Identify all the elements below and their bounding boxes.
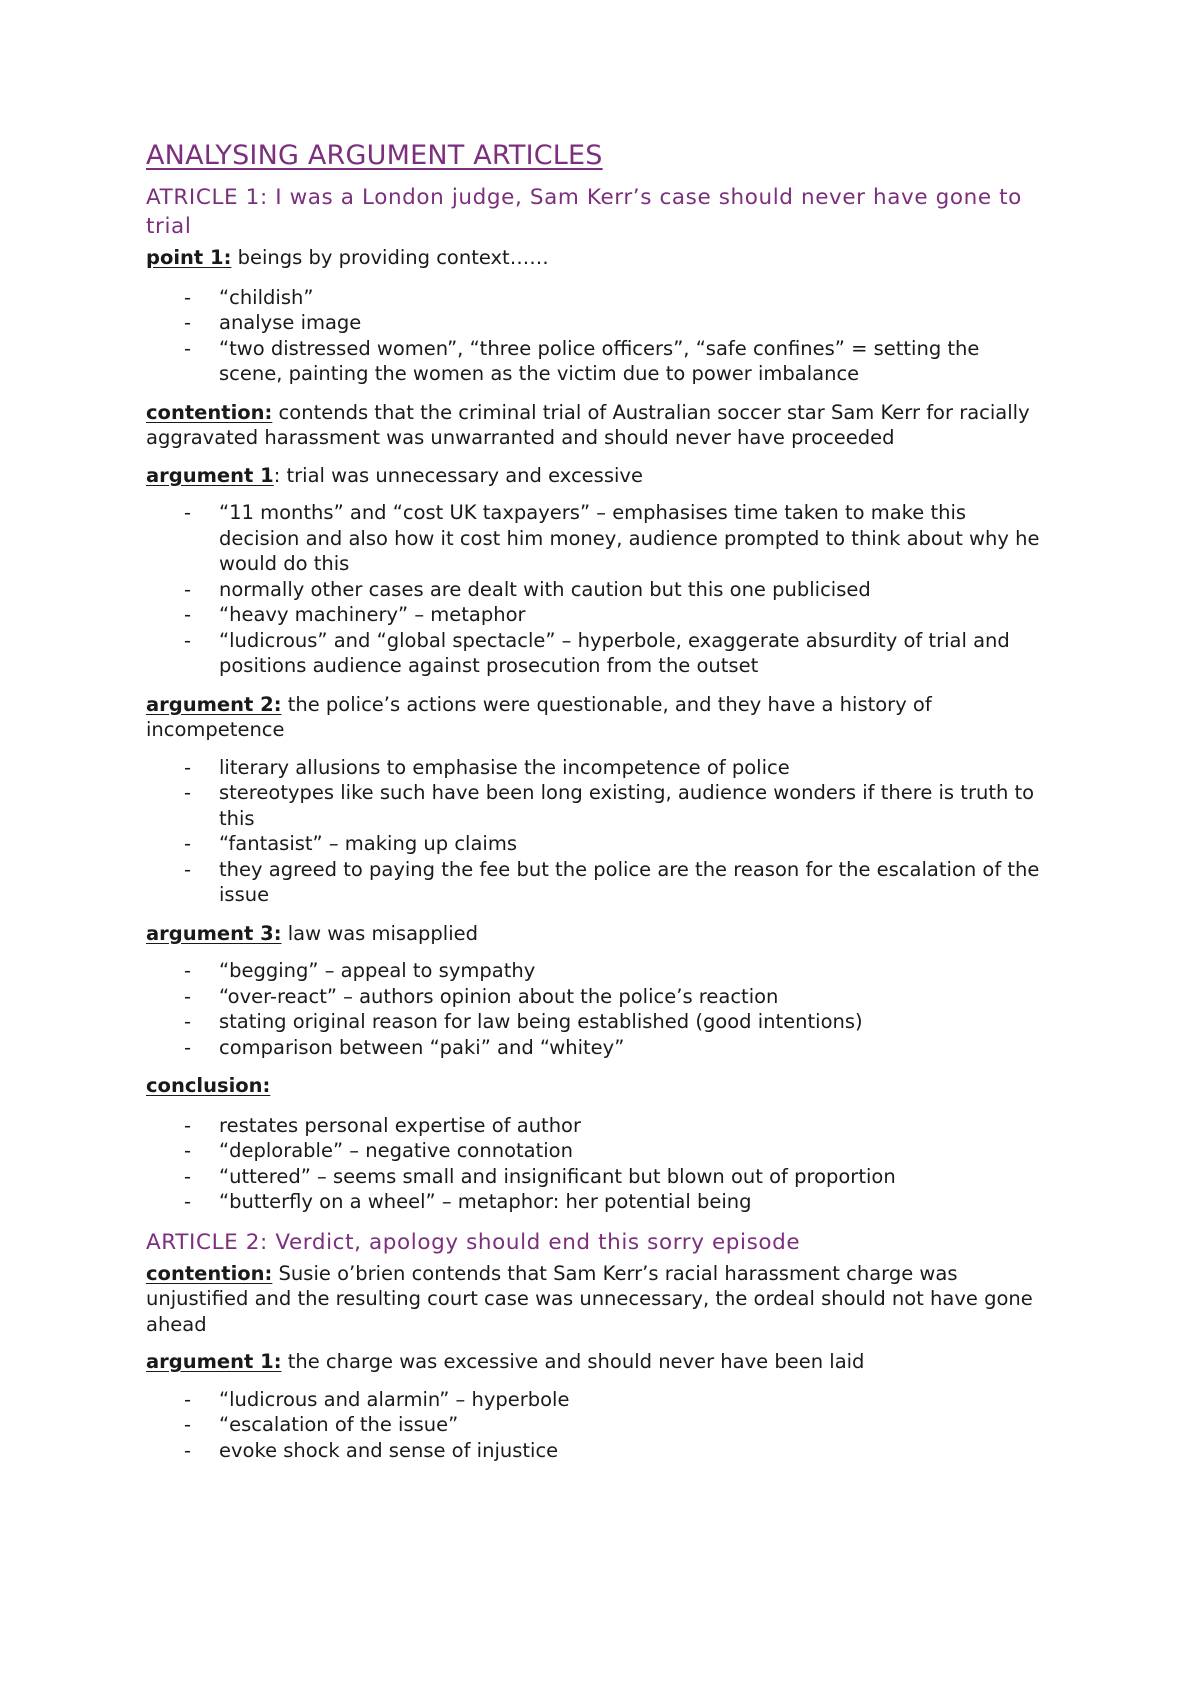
argument-2-label: argument 2: (146, 692, 282, 716)
point-1-label: point 1: (146, 246, 232, 269)
point-1-text: beings by providing context…… (231, 246, 549, 269)
list-item: - they agreed to paying the fee but the police are the reason for the escalation of the issue (184, 857, 1040, 906)
argument-3-label: argument 3: (146, 921, 282, 945)
argument-2-text: the police’s actions were questionable, and they have a history of incompetence (146, 692, 932, 741)
conclusion-bullet-list (146, 1113, 1040, 1215)
article-1-heading: ATRICLE 1: I was a London judge, Sam Kerr’s case should never have gone to trial (146, 185, 1022, 239)
list-item: - “over-react” – authors opinion about the police’s reaction (184, 984, 779, 1008)
point-1-paragraph (146, 245, 1040, 271)
argument-1-text: : trial was unnecessary and excessive (273, 463, 643, 487)
list-item: - “ludicrous and alarmin” – hyperbole (184, 1387, 570, 1411)
argument-1-label: argument 1 (146, 463, 274, 487)
argument-3-text: law was misapplied (281, 921, 478, 945)
list-item: - normally other cases are dealt with caution but this one publicised (184, 577, 871, 601)
article-2-heading: ARTICLE 2: Verdict, apology should end this sorry episode (146, 1229, 801, 1255)
list-item: - “begging” – appeal to sympathy (184, 959, 536, 982)
article-2-argument-1-bullet-list (146, 1387, 1040, 1464)
list-item: - “ludicrous” and “global spectacle” – hyperbole, exaggerate absurdity of trial and positions audience against prosecution from the outset (184, 628, 1010, 677)
article-2-argument-1-paragraph (146, 1349, 1040, 1375)
list-item: - “two distressed women”, “three police officers”, “safe confines” = setting the scene, painting the women as the victim due to power imbalance (184, 336, 980, 385)
document-title: ANALYSING ARGUMENT ARTICLES (146, 140, 603, 171)
list-item: - “fantasist” – making up claims (184, 832, 517, 855)
argument-2-paragraph (146, 692, 1040, 743)
argument-1-paragraph (146, 463, 1040, 489)
point-1-bullet-list (146, 285, 1040, 387)
argument-2-bullet-list (146, 755, 1040, 908)
list-item: - “butterfly on a wheel” – metaphor: her potential being (184, 1190, 752, 1213)
conclusion-label: conclusion: (146, 1074, 271, 1097)
list-item: - stating original reason for law being established (good intentions) (184, 1010, 863, 1033)
conclusion-paragraph (146, 1073, 1040, 1099)
contention-paragraph (146, 400, 1040, 451)
list-item: - “uttered” – seems small and insignificant but blown out of proportion (184, 1164, 896, 1188)
list-item: - “11 months” and “cost UK taxpayers” – emphasises time taken to make this decision and also how it cost him money, audience prompted to think about why he would do this (184, 501, 1040, 575)
article-2-argument-1-label: argument 1: (146, 1350, 282, 1373)
list-item: - stereotypes like such have been long existing, audience wonders if there is truth to this (184, 781, 1035, 830)
article-2-contention-paragraph (146, 1261, 1040, 1338)
list-item: - “escalation of the issue” (184, 1413, 459, 1436)
list-item: - restates personal expertise of author (184, 1113, 582, 1137)
article-2-contention-label: contention: (146, 1261, 273, 1285)
contention-label: contention: (146, 400, 273, 424)
argument-1-bullet-list (146, 500, 1040, 679)
list-item: - “heavy machinery” – metaphor (184, 603, 526, 626)
article-2-contention-text: Susie o’brien contends that Sam Kerr’s racial harassment charge was unjustified and the resulting court case was unnecessary, the ordeal should not have gone ahead (146, 1261, 1033, 1336)
argument-3-paragraph (146, 921, 1040, 947)
list-item: - evoke shock and sense of injustice (184, 1438, 559, 1462)
list-item: - “deplorable” – negative connotation (184, 1139, 573, 1162)
list-item: - literary allusions to emphasise the incompetence of police (184, 755, 790, 779)
list-item: - “childish” (184, 285, 314, 309)
list-item: - comparison between “paki” and “whitey” (184, 1035, 625, 1059)
article-2-argument-1-text: the charge was excessive and should never have been laid (281, 1350, 865, 1373)
argument-3-bullet-list (146, 958, 1040, 1060)
list-item: - analyse image (184, 311, 362, 334)
contention-text: contends that the criminal trial of Australian soccer star Sam Kerr for racially aggravated harassment was unwarranted and should never have proceeded (146, 400, 1030, 449)
